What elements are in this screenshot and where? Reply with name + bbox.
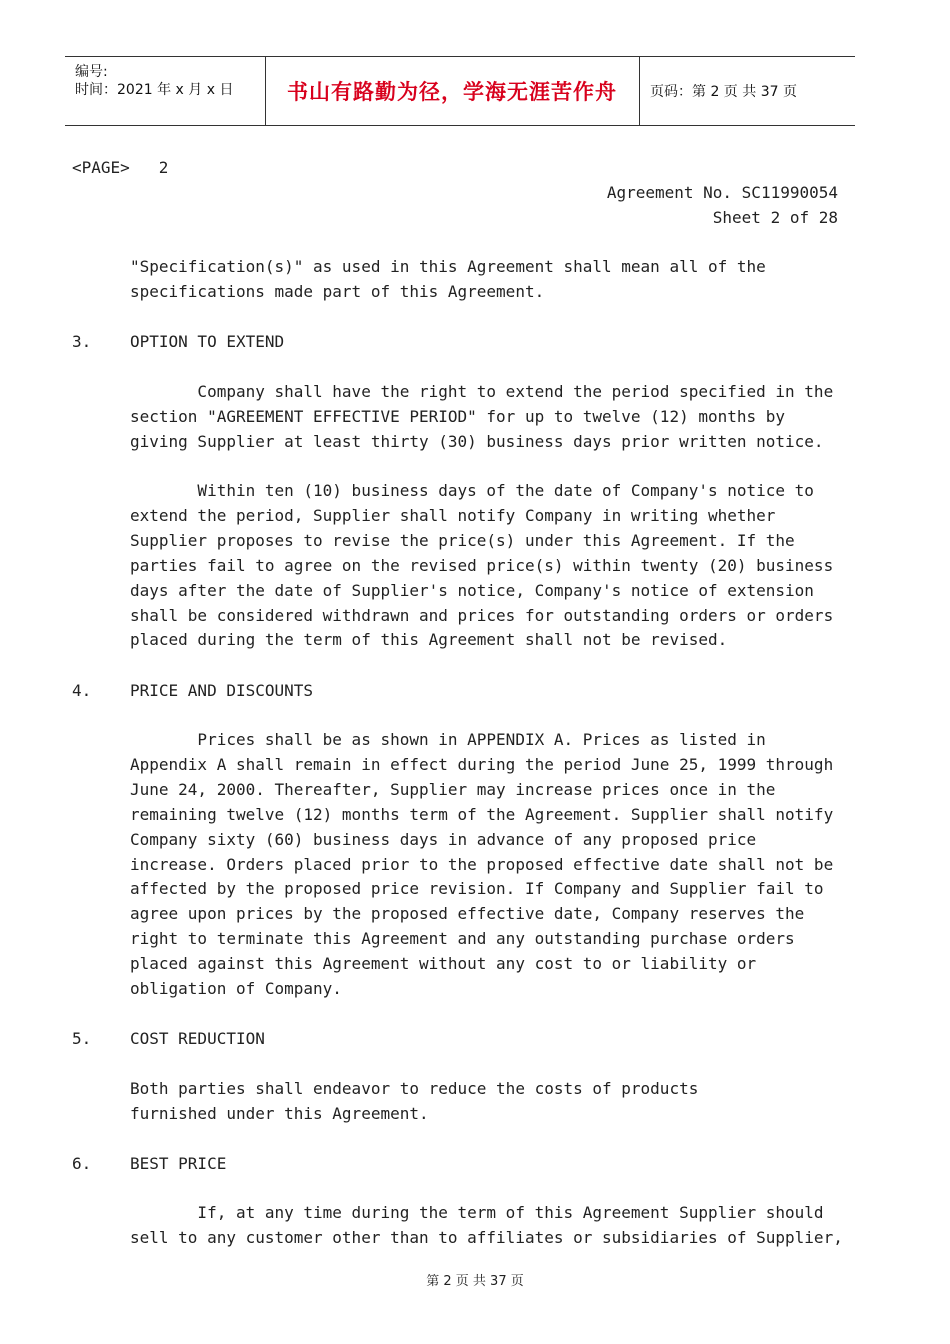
motto: 书山有路勤为径，学海无涯苦作舟 <box>287 80 617 104</box>
section-title: OPTION TO EXTEND <box>130 332 285 351</box>
number-label: 编号: <box>75 64 108 80</box>
header-meta-cell <box>65 57 266 125</box>
section-number: 3. <box>72 332 92 351</box>
header-motto-cell <box>265 57 640 125</box>
section-title: COST REDUCTION <box>130 1029 265 1048</box>
section-paragraph: Both parties shall endeavor to reduce the costs of products furnished under this Agreement. <box>130 1079 699 1123</box>
page-footer: 第 2 页 共 37 页 <box>426 1274 524 1289</box>
section-paragraph: If, at any time during the term of this Agreement Supplier should sell to any customer other than to affiliates or subsidiaries of Supplier, <box>130 1203 843 1247</box>
section-paragraph: Company shall have the right to extend the period specified in the section "AGREEMENT EFFECTIVE PERIOD" for up to twelve (12) months by giving Supplier at least thirty (30) business days prior written notice. <box>130 382 834 451</box>
intro-paragraph: "Specification(s)" as used in this Agreement shall mean all of the specifications made part of this Agreement. <box>130 257 766 301</box>
page-header <box>65 56 855 126</box>
time-label: 时间：2021 年 x 月 x 日 <box>75 82 234 98</box>
section-number: 5. <box>72 1029 92 1048</box>
section-title: BEST PRICE <box>130 1154 227 1173</box>
header-page-cell <box>640 57 855 125</box>
section-number: 6. <box>72 1154 92 1173</box>
section-number: 4. <box>72 681 92 700</box>
section-title: PRICE AND DISCOUNTS <box>130 681 314 700</box>
section-paragraph: Within ten (10) business days of the date of Company's notice to extend the period, Supplier shall notify Company in writing whether Supplier proposes to revise the price(s) under this Agreement. If the parties fail to agree on the revised price(s) within twenty (20) business days after the date of Supplier's notice, Company's notice of extension shall be considered withdrawn and prices for outstanding orders or orders placed during the term of this Agreement shall not be revised. <box>130 481 834 650</box>
page-code: 页码：第 2 页 共 37 页 <box>650 84 797 100</box>
page-ref: <PAGE> 2 <box>72 158 169 177</box>
section-paragraph: Prices shall be as shown in APPENDIX A. Prices as listed in Appendix A shall remain in effect during the period June 25, 1999 through June 24, 2000. Thereafter, Supplier may increase prices once in the remaining twelve (12) months term of the Agreement. Supplier shall notify Company sixty (60) business days in advance of any proposed price increase. Orders placed prior to the proposed effective date shall not be affected by the proposed price revision. If Company and Supplier fail to agree upon prices by the proposed effective date, Company reserves the right to terminate this Agreement and any outstanding purchase orders placed against this Agreement without any cost to or liability or obligation of Company. <box>130 730 834 999</box>
agreement-number: Agreement No. SC11990054 <box>606 183 838 202</box>
sheet-number: Sheet 2 of 28 <box>712 208 838 227</box>
